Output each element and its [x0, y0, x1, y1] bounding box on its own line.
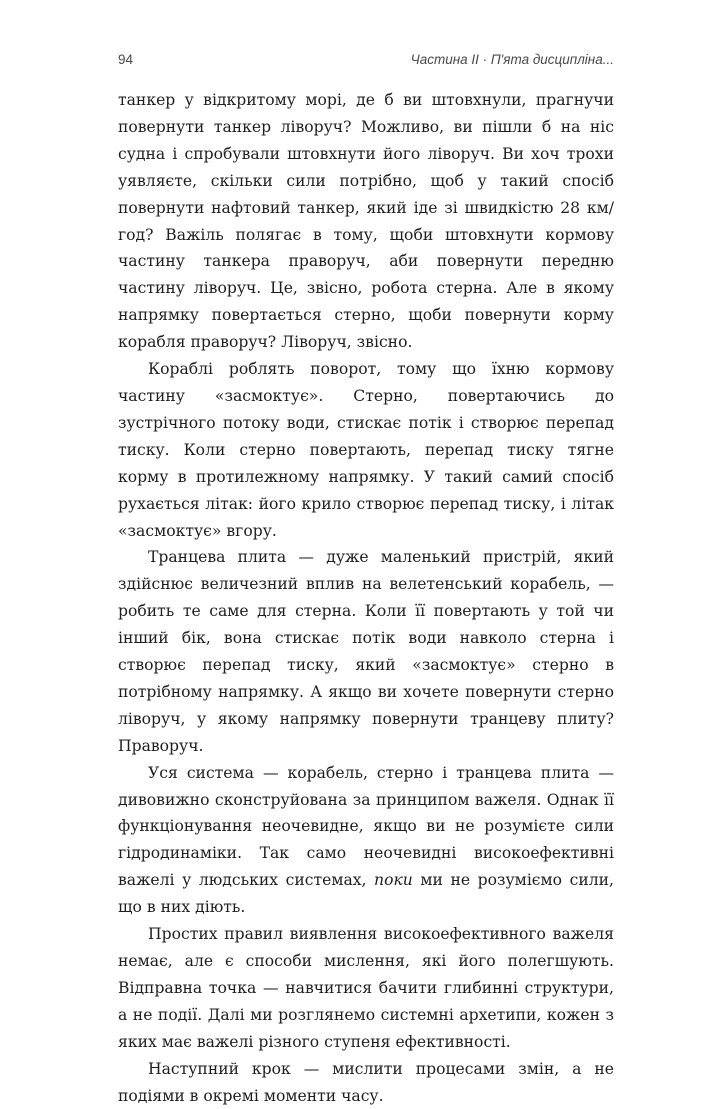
- paragraph-2: Кораблі роблять поворот, тому що їхню кормову частину «засмоктує». Стерно, повертаючись до зустрічного потоку води, стискає потік і створює перепад тиску. Коли стерно повертають, перепад тиску тягне корму в протилежному напрямку. У такий самий спосіб рухається літак: його крило створює перепад тиску, і літак «засмоктує» вгору.: [118, 360, 614, 540]
- page-number: 94: [118, 52, 134, 67]
- paragraph-6: Наступний крок — мислити процесами змін, а не подіями в окремі моменти часу.: [118, 1059, 614, 1105]
- running-head: Частина II · П'ята дисципліна...: [410, 52, 614, 67]
- paragraph-1: танкер у відкритому морі, де б ви штовхнули, прагнучи повернути танкер ліворуч? Можливо, ви пішли б на ніс судна і спробували штовхнути його ліворуч. Ви хоч трохи уявляєте, скільки сили потрібно, щоб у такий спосіб повернути нафтовий танкер, який іде зі швидкістю 28 км/год? Важіль полягає в тому, щоби штовхнути кормову частину танкера праворуч, аби повернути передню частину ліворуч. Це, звісно, робота стерна. Але в якому напрямку повертається стерно, щоби повернути корму корабля праворуч? Ліворуч, звісно.: [118, 91, 614, 352]
- paragraph-4: [118, 760, 614, 921]
- paragraph-4-text-after: ми не розуміємо сили, що в них діють.: [118, 871, 614, 917]
- page-header: [118, 52, 614, 74]
- paragraph-5: Простих правил виявлення високоефективного важеля немає, але є способи мислення, які його полегшують. Відправна точка — навчитися бачити глибинні структури, а не події. Далі ми розглянемо системні архетипи, кожен з яких має важелі різного ступеня ефективності.: [118, 925, 614, 1051]
- paragraph-3: Транцева плита — дуже маленький пристрій, який здійснює величезний вплив на велетенський корабель, — робить те саме для стерна. Коли її повертають у той чи інший бік, вона стискає потік води навколо стерна і створює перепад тиску, який «засмоктує» стерно в потрібному напрямку. А якщо ви хочете повернути стерно ліворуч, у якому напрямку повернути транцеву плиту? Праворуч.: [118, 548, 614, 755]
- paragraph-4-emphasis: поки: [374, 871, 413, 890]
- body-text: [118, 87, 614, 1109]
- paragraph-4-text-before: Уся система — корабель, стерно і транцева плита — дивовижно сконструйована за принципом важеля. Однак її функціонування неочевидне, якщо ви не розумієте сили гідродинаміки. Так само неочевидні високоефективні важелі у людських системах,: [118, 763, 614, 890]
